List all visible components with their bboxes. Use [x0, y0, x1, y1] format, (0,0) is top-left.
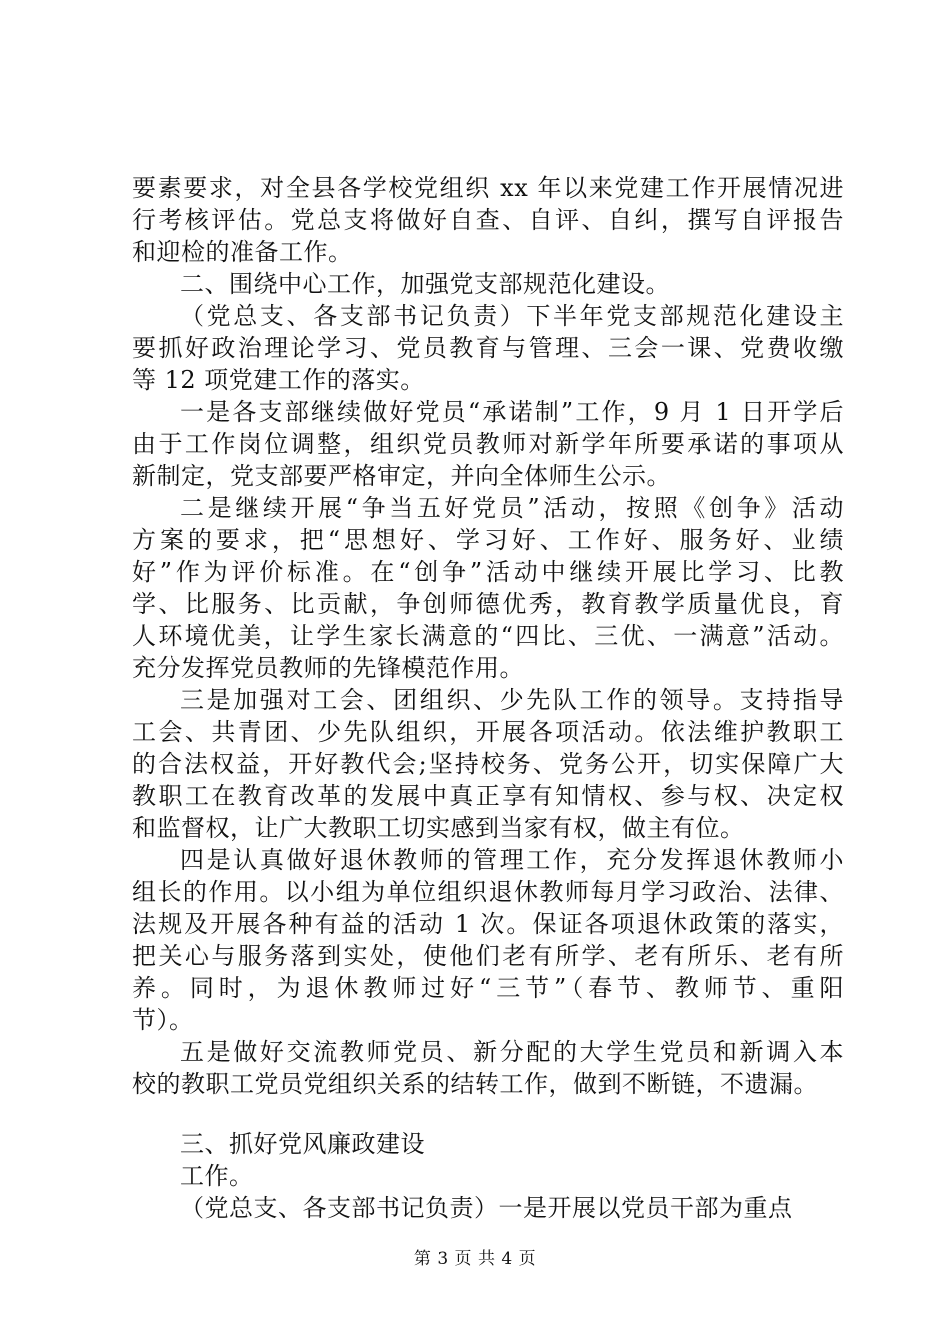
text-line: 三是加强对工会、团组织、少先队工作的领导。支持指导	[180, 686, 844, 714]
paragraph	[132, 492, 844, 684]
text-line: 法规及开展各种有益的活动 1 次。保证各项退休政策的落实，	[132, 910, 844, 938]
text-line: 工作。	[180, 1162, 254, 1190]
text-line: 三、抓好党风廉政建设	[180, 1130, 425, 1158]
text-line: 等 12 项党建工作的落实。	[132, 366, 425, 394]
text-line: 校的教职工党员党组织关系的结转工作，做到不断链，不遗漏。	[132, 1070, 818, 1098]
text-line: 要抓好政治理论学习、党员教育与管理、三会一课、党费收缴	[132, 334, 844, 362]
text-line: 行考核评估。党总支将做好自查、自评、自纠，撰写自评报告	[132, 206, 844, 234]
text-line: 组长的作用。以小组为单位组织退休教师每月学习政治、法律、	[132, 878, 844, 906]
text-line: 工会、共青团、少先队组织，开展各项活动。依法维护教职工	[132, 718, 844, 746]
text-line: 新制定，党支部要严格审定，并向全体师生公示。	[132, 462, 671, 490]
text-line: 和监督权，让广大教职工切实感到当家有权，做主有位。	[132, 814, 745, 842]
document-body	[132, 172, 844, 1224]
text-line: （党总支、各支部书记负责）下半年党支部规范化建设主	[180, 302, 844, 330]
page-number-footer: 第 3 页 共 4 页	[413, 1249, 537, 1269]
text-line: 充分发挥党员教师的先锋模范作用。	[132, 654, 524, 682]
paragraph	[132, 1192, 844, 1224]
text-line: 好”作为评价标准。在“创争”活动中继续开展比学习、比教	[132, 558, 844, 586]
text-line: 人环境优美，让学生家长满意的“四比、三优、一满意”活动。	[132, 622, 844, 650]
text-line: 一是各支部继续做好党员“承诺制”工作，9 月 1 日开学后	[180, 398, 844, 426]
text-line: 二、围绕中心工作，加强党支部规范化建设。	[180, 270, 670, 298]
blank-space	[132, 1100, 844, 1128]
text-line: 和迎检的准备工作。	[132, 238, 353, 266]
paragraph	[132, 684, 844, 844]
section-heading	[132, 268, 844, 300]
text-line: 四是认真做好退休教师的管理工作，充分发挥退休教师小	[180, 846, 844, 874]
text-line: 二是继续开展“争当五好党员”活动，按照《创争》活动	[180, 494, 844, 522]
paragraph	[132, 844, 844, 1036]
text-line: 的合法权益，开好教代会;坚持校务、党务公开，切实保障广大	[132, 750, 844, 778]
paragraph	[132, 396, 844, 492]
text-line: 把关心与服务落到实处，使他们老有所学、老有所乐、老有所	[132, 942, 844, 970]
text-line: 由于工作岗位调整，组织党员教师对新学年所要承诺的事项从	[132, 430, 844, 458]
text-line: （党总支、各支部书记负责）一是开展以党员干部为重点	[180, 1194, 793, 1222]
text-line: 方案的要求，把“思想好、学习好、工作好、服务好、业绩	[132, 526, 844, 554]
paragraph	[132, 1036, 844, 1100]
text-line: 教职工在教育改革的发展中真正享有知情权、参与权、决定权	[132, 782, 844, 810]
text-line: 养。同时，为退休教师过好“三节”（春节、教师节、重阳	[132, 974, 844, 1002]
paragraph	[132, 300, 844, 396]
paragraph	[132, 172, 844, 268]
text-line: 要素要求，对全县各学校党组织 xx 年以来党建工作开展情况进	[132, 174, 844, 202]
text-line: 节）。	[132, 1006, 194, 1034]
text-line: 学、比服务、比贡献，争创师德优秀，教育教学质量优良，育	[132, 590, 844, 618]
text-line: 五是做好交流教师党员、新分配的大学生党员和新调入本	[180, 1038, 844, 1066]
section-heading	[132, 1128, 844, 1192]
